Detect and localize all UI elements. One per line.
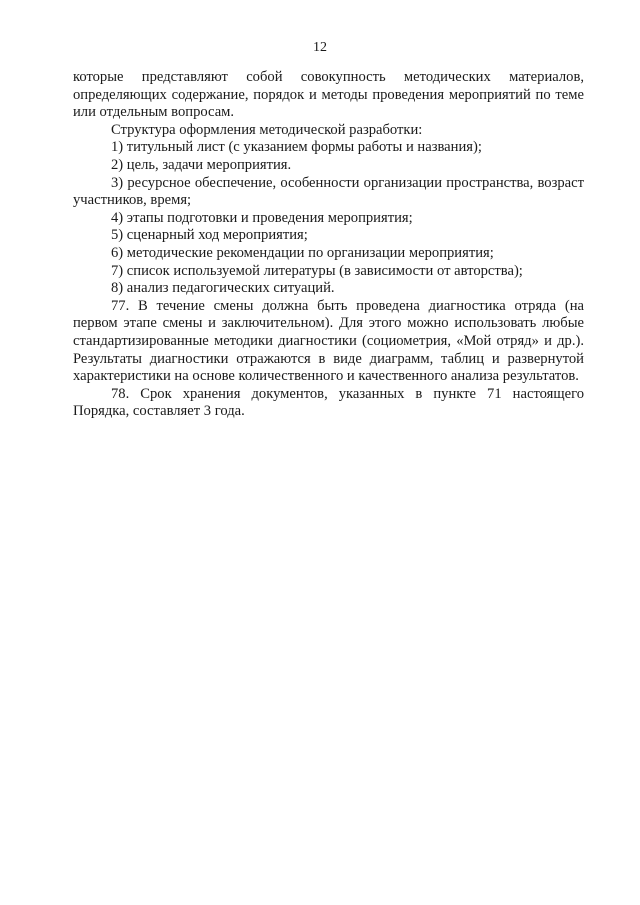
paragraph-78: 78. Срок хранения документов, указанных в пункте 71 настоящего Порядка, составляет 3 года. bbox=[73, 385, 584, 420]
list-item: 4) этапы подготовки и проведения мероприятия; bbox=[111, 209, 413, 226]
page-number: 12 bbox=[313, 40, 327, 55]
list-item: 8) анализ педагогических ситуаций. bbox=[111, 280, 335, 297]
paragraph-structure-heading: Структура оформления методической разработки: bbox=[111, 121, 423, 138]
list-item: 2) цель, задачи мероприятия. bbox=[111, 156, 292, 173]
document-body bbox=[73, 69, 584, 421]
paragraph-77: 77. В течение смены должна быть проведена диагностика отряда (на первом этапе смены и заключительном). Для этого можно использовать любые стандартизированные методики диагностики (социометрия, «Мой отряд» и др.). Результаты диагностики отражаются в виде диаграмм, таблиц и развернутой характеристики на основе количественного и качественного анализа результатов. bbox=[73, 297, 584, 385]
list-item: 5) сценарный ход мероприятия; bbox=[111, 227, 308, 244]
list-item: 7) список используемой литературы (в зависимости от авторства); bbox=[111, 262, 523, 279]
list-item: 1) титульный лист (с указанием формы работы и названия); bbox=[111, 139, 482, 156]
list-item: 6) методические рекомендации по организации мероприятия; bbox=[111, 244, 494, 261]
paragraph-continuation: которые представляют собой совокупность методических материалов, определяющих содержание, порядок и методы проведения мероприятий по теме или отдельным вопросам. bbox=[73, 69, 584, 121]
list-item: 3) ресурсное обеспечение, особенности организации пространства, возраст участников, время; bbox=[73, 174, 584, 209]
